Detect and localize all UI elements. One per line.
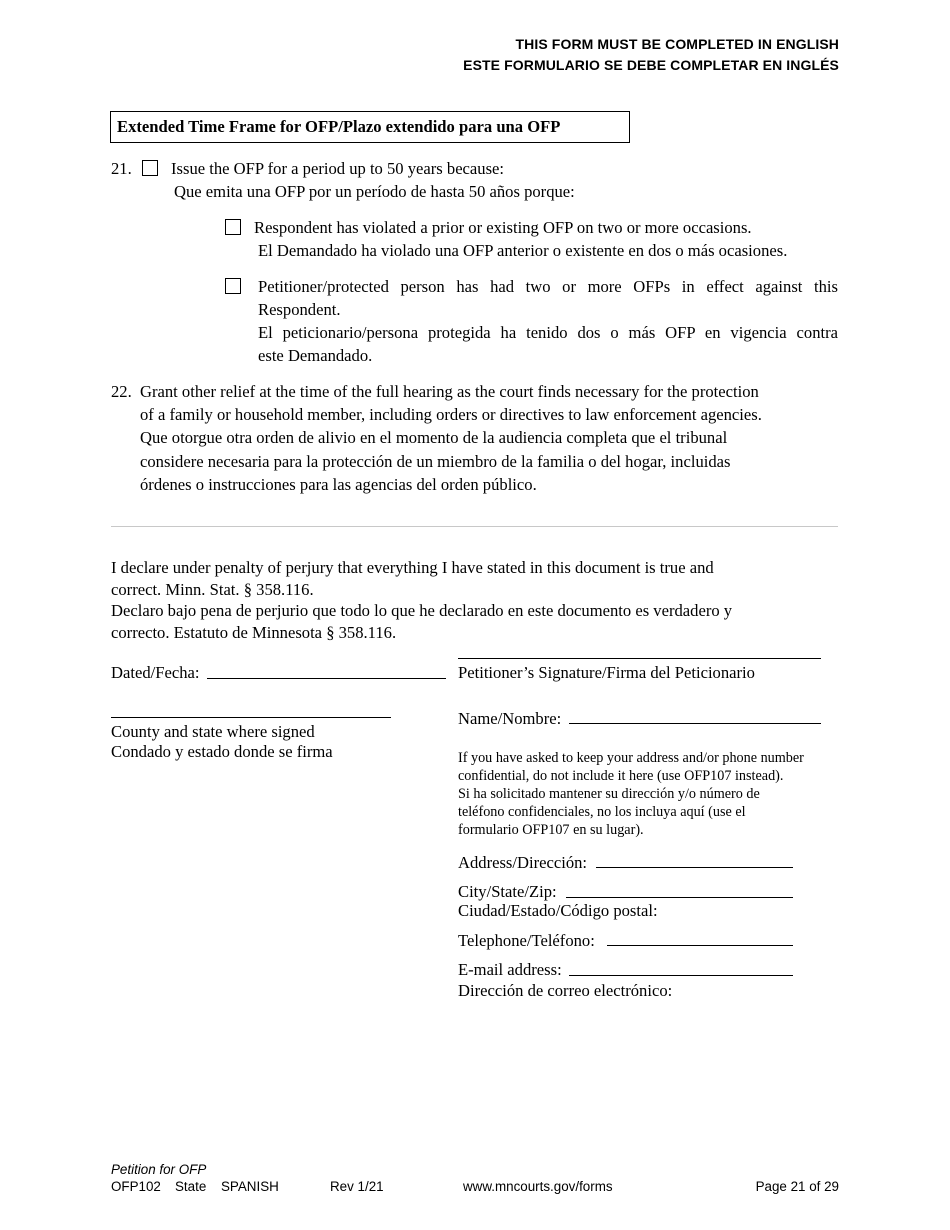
county-label-en: County and state where signed <box>111 722 315 741</box>
county-label-es: Condado y estado donde se firma <box>111 742 333 761</box>
signature-input-line[interactable] <box>458 658 821 659</box>
option-multiple-ofps-text-en-2: Respondent. <box>258 300 341 319</box>
phone-input-line[interactable] <box>607 945 793 946</box>
phone-label: Telephone/Teléfono: <box>458 931 595 950</box>
dated-input-line[interactable] <box>207 678 446 679</box>
footer-website: www.mncourts.gov/forms <box>463 1179 613 1194</box>
item-21-text-es: Que emita una OFP por un período de hasta 50 años porque: <box>174 182 575 201</box>
option-multiple-ofps-checkbox[interactable] <box>225 278 241 294</box>
option-violated-text-en: Respondent has violated a prior or existing OFP on two or more occasions. <box>254 218 752 237</box>
dated-label: Dated/Fecha: <box>111 663 200 682</box>
item-21-checkbox[interactable] <box>142 160 158 176</box>
header-english-notice: THIS FORM MUST BE COMPLETED IN ENGLISH <box>515 36 839 52</box>
confidential-note-5: formulario OFP107 en su lugar). <box>458 822 644 838</box>
footer-revision: Rev 1/21 <box>330 1179 384 1194</box>
confidential-note-1: If you have asked to keep your address and/or phone number <box>458 750 804 766</box>
email-input-line[interactable] <box>569 975 793 976</box>
item-22-number: 22. <box>111 382 132 401</box>
footer-language: SPANISH <box>221 1179 279 1194</box>
city-label-es: Ciudad/Estado/Código postal: <box>458 901 658 920</box>
footer-state: State <box>175 1179 207 1194</box>
declaration-line-1: I declare under penalty of perjury that everything I have stated in this document is true and <box>111 558 714 577</box>
name-input-line[interactable] <box>569 723 821 724</box>
declaration-line-2: correct. Minn. Stat. § 358.116. <box>111 580 314 599</box>
footer-form-code: OFP102 <box>111 1179 161 1194</box>
confidential-note-3: Si ha solicitado mantener su dirección y/o número de <box>458 786 760 802</box>
section-title: Extended Time Frame for OFP/Plazo extendido para una OFP <box>110 111 630 143</box>
city-label: City/State/Zip: <box>458 882 557 901</box>
address-label: Address/Dirección: <box>458 853 588 872</box>
option-multiple-ofps-text-en-1: Petitioner/protected person has had two or more OFPs in effect against this <box>258 277 838 296</box>
header-spanish-notice: ESTE FORMULARIO SE DEBE COMPLETAR EN INGLÉS <box>463 57 839 73</box>
option-violated-checkbox[interactable] <box>225 219 241 235</box>
email-label: E-mail address: <box>458 960 562 979</box>
section-divider <box>111 526 838 527</box>
item-22-line-3: Que otorgue otra orden de alivio en el momento de la audiencia completa que el tribunal <box>140 428 728 447</box>
option-violated-text-es: El Demandado ha violado una OFP anterior o existente en dos o más ocasiones. <box>258 241 788 260</box>
declaration-line-4: correcto. Estatuto de Minnesota § 358.116. <box>111 623 397 642</box>
item-22-line-5: órdenes o instrucciones para las agencias del orden público. <box>140 475 537 494</box>
confidential-note-4: teléfono confidenciales, no los incluya aquí (use el <box>458 804 746 820</box>
item-22-line-2: of a family or household member, including orders or directives to law enforcement agencies. <box>140 405 762 424</box>
footer-form-title: Petition for OFP <box>111 1162 207 1177</box>
option-multiple-ofps-text-es-2: este Demandado. <box>258 346 373 365</box>
email-label-es: Dirección de correo electrónico: <box>458 981 673 1000</box>
name-label: Name/Nombre: <box>458 709 562 728</box>
address-input-line[interactable] <box>596 867 793 868</box>
item-22-line-4: considere necesaria para la protección de un miembro de la familia o del hogar, incluidas <box>140 452 731 471</box>
confidential-note-2: confidential, do not include it here (use OFP107 instead). <box>458 768 784 784</box>
option-multiple-ofps-text-es-1: El peticionario/persona protegida ha tenido dos o más OFP en vigencia contra <box>258 323 838 342</box>
item-22-line-1: Grant other relief at the time of the full hearing as the court finds necessary for the protection <box>140 382 759 401</box>
city-input-line[interactable] <box>566 897 793 898</box>
item-21-number: 21. <box>111 159 132 178</box>
county-input-line[interactable] <box>111 717 391 718</box>
footer-page-number: Page 21 of 29 <box>755 1179 839 1194</box>
signature-label: Petitioner’s Signature/Firma del Peticionario <box>458 663 755 682</box>
declaration-line-3: Declaro bajo pena de perjurio que todo lo que he declarado en este documento es verdadero y <box>111 601 733 620</box>
item-21-text-en: Issue the OFP for a period up to 50 years because: <box>171 159 505 178</box>
